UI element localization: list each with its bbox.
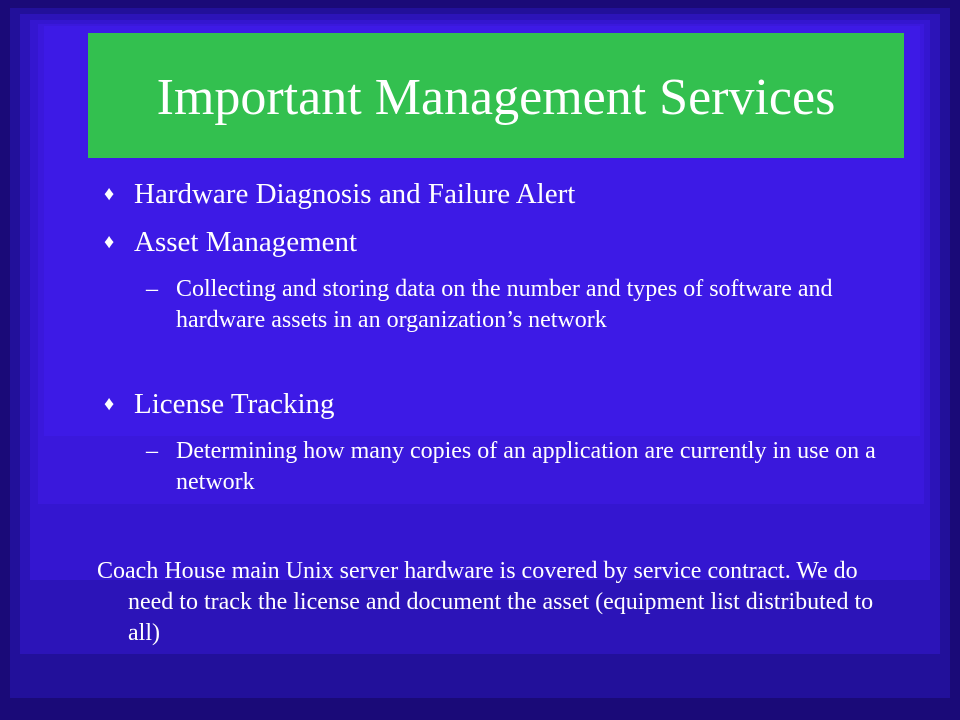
diamond-bullet-icon: ♦ — [104, 183, 115, 205]
sub-bullet-text: Determining how many copies of an application are currently in use on a network — [176, 438, 876, 495]
bullet-license-tracking — [104, 387, 335, 421]
sub-bullet-license-tracking — [146, 436, 876, 498]
bullet-asset-management — [104, 225, 357, 259]
sub-bullet-text: Collecting and storing data on the number and types of software and hardware assets in an organization’s network — [176, 276, 833, 333]
bullet-text: Asset Management — [134, 226, 358, 258]
slide-title: Important Management Services — [156, 68, 836, 126]
diamond-bullet-icon: ♦ — [104, 231, 115, 253]
coach-house-note: Coach House main Unix server hardware is covered by service contract. We do need to track the license and document the asset (equipment list distributed to all) — [97, 558, 874, 646]
dash-marker: – — [146, 276, 158, 302]
sub-bullet-asset-management — [146, 274, 876, 336]
dash-marker: – — [146, 438, 158, 464]
bullet-text: License Tracking — [134, 388, 335, 420]
bullet-text: Hardware Diagnosis and Failure Alert — [134, 178, 576, 210]
diamond-bullet-icon: ♦ — [104, 393, 115, 415]
bullet-hardware-diagnosis — [104, 177, 575, 211]
